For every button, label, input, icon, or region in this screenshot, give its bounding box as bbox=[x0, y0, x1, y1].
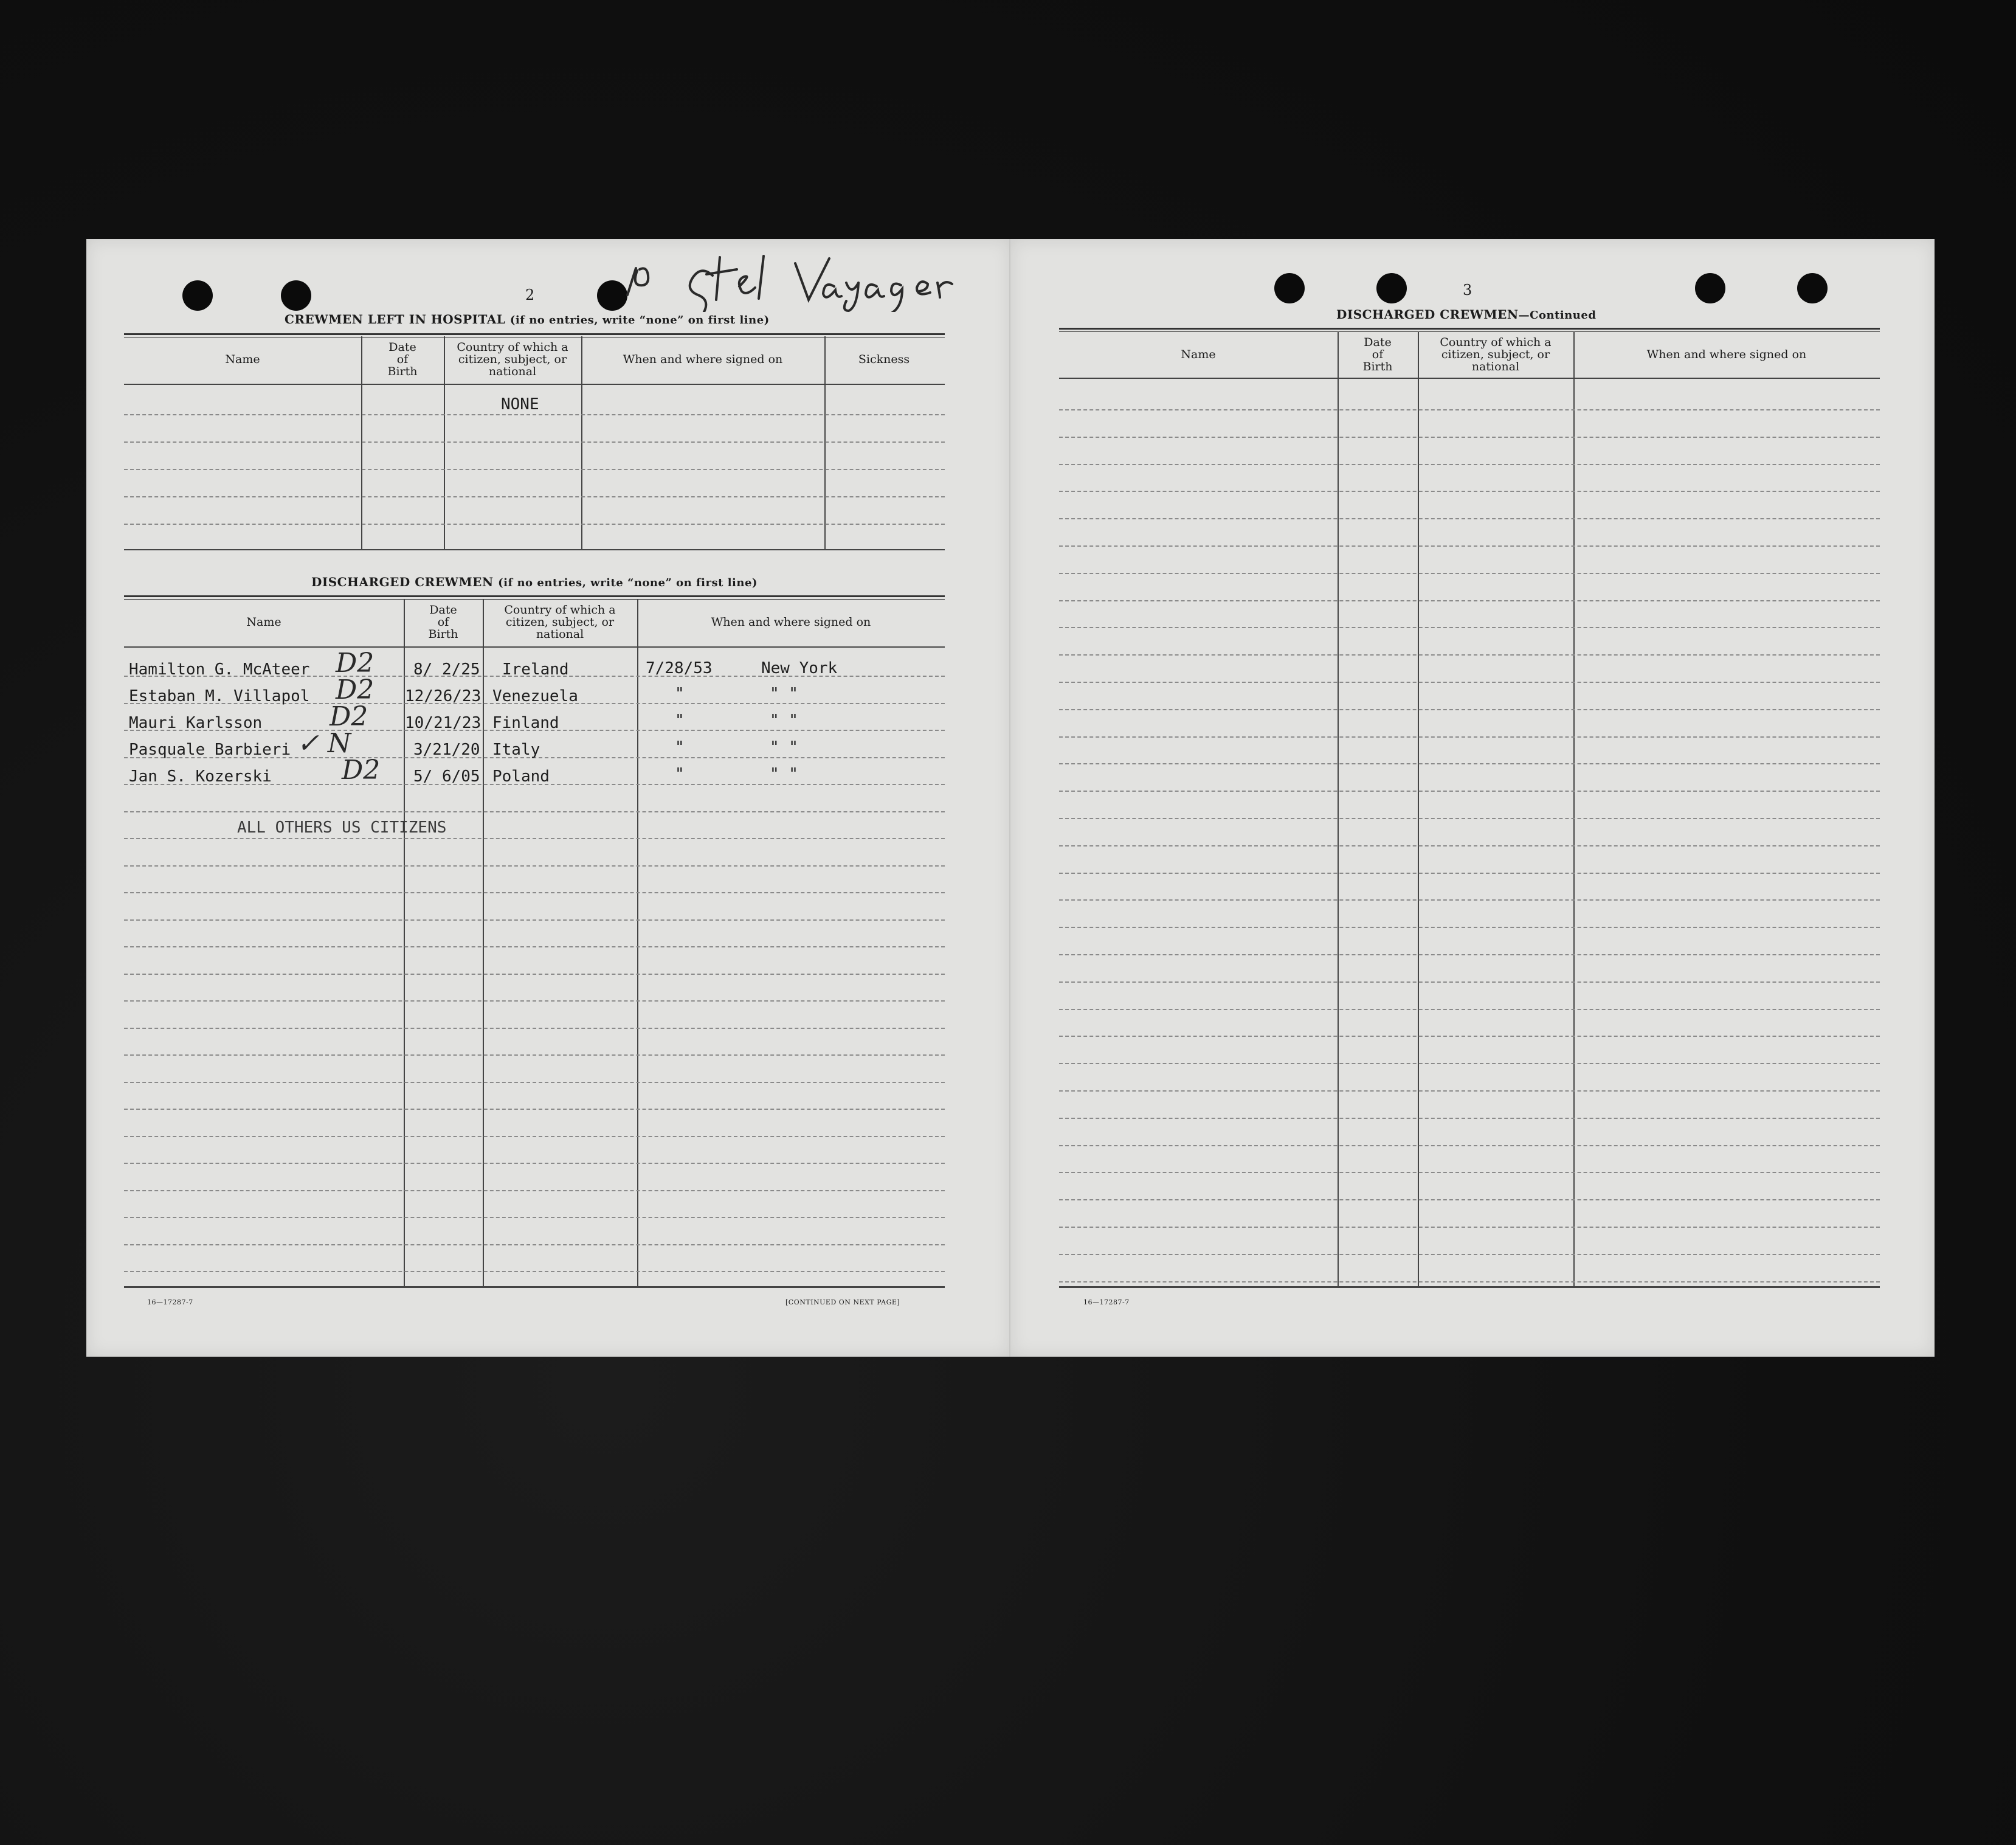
citizens-note: ALL OTHERS US CITIZENS bbox=[237, 819, 447, 837]
col-divider bbox=[581, 336, 582, 549]
crew-country: Ireland bbox=[502, 660, 569, 679]
row-line bbox=[1059, 437, 1880, 438]
crew-country: Italy bbox=[492, 741, 540, 759]
handwritten-mark: ✓ N bbox=[297, 728, 351, 759]
form-page-3 bbox=[1010, 239, 1935, 1357]
col-divider bbox=[824, 336, 826, 549]
row-line bbox=[1059, 981, 1880, 983]
crew-name: Hamilton G. McAteer bbox=[129, 660, 310, 679]
row-line bbox=[124, 1000, 945, 1002]
col-header-signed-on: When and where signed on bbox=[711, 615, 871, 629]
form-page-2 bbox=[86, 239, 1010, 1357]
col-header-name: Name bbox=[225, 353, 260, 366]
signed-on-place: " " bbox=[770, 738, 798, 756]
crew-dob: 3/21/20 bbox=[413, 741, 480, 759]
header-rule bbox=[1059, 378, 1880, 379]
row-line bbox=[124, 946, 945, 947]
crew-dob: 12/26/23 bbox=[405, 687, 482, 705]
row-line bbox=[124, 1109, 945, 1110]
row-line bbox=[1059, 736, 1880, 738]
col-divider bbox=[483, 599, 484, 1286]
col-divider bbox=[1418, 331, 1419, 1286]
crew-name: Pasquale Barbieri bbox=[129, 741, 291, 759]
signed-on-date: " bbox=[675, 685, 685, 703]
row-line bbox=[1059, 627, 1880, 628]
row-line bbox=[1059, 1036, 1880, 1037]
row-line bbox=[1059, 927, 1880, 928]
row-line bbox=[1059, 873, 1880, 874]
row-line bbox=[1059, 1118, 1880, 1119]
row-line bbox=[1059, 763, 1880, 764]
row-line bbox=[124, 1028, 945, 1029]
handwritten-mark: D2 bbox=[330, 701, 368, 732]
handwritten-mark: D2 bbox=[342, 755, 381, 786]
col-header-name: Name bbox=[1181, 348, 1216, 361]
row-line bbox=[124, 469, 945, 470]
crew-country: Poland bbox=[492, 767, 550, 786]
table-bottom-rule bbox=[124, 549, 945, 550]
row-line bbox=[124, 1190, 945, 1191]
row-line bbox=[1059, 818, 1880, 819]
row-line bbox=[124, 414, 945, 415]
table-bottom-rule bbox=[1059, 1286, 1880, 1288]
row-line bbox=[124, 811, 945, 812]
row-line bbox=[124, 1082, 945, 1083]
continued-note: [CONTINUED ON NEXT PAGE] bbox=[785, 1298, 900, 1306]
col-header-signed-on: When and where signed on bbox=[1646, 348, 1807, 361]
discharged-section-title: DISCHARGED CREWMEN (if no entries, write “none” on first line) bbox=[311, 575, 758, 589]
signed-on-date: 7/28/53 bbox=[646, 659, 713, 677]
signed-on-place: " " bbox=[770, 685, 798, 703]
table-top-rule bbox=[124, 595, 945, 597]
signed-on-date: " bbox=[675, 711, 685, 730]
header-rule bbox=[124, 384, 945, 385]
col-divider bbox=[1573, 331, 1575, 1286]
hospital-section-title: CREWMEN LEFT IN HOSPITAL (if no entries, write “none” on first line) bbox=[285, 312, 770, 327]
row-line bbox=[1059, 709, 1880, 710]
row-line bbox=[1059, 682, 1880, 683]
crew-name: Jan S. Kozerski bbox=[129, 767, 272, 786]
row-line bbox=[1059, 791, 1880, 792]
row-line bbox=[1059, 1254, 1880, 1255]
crew-country: Venezuela bbox=[492, 687, 578, 705]
row-line bbox=[1059, 1227, 1880, 1228]
row-line bbox=[1059, 1090, 1880, 1092]
crew-dob: 10/21/23 bbox=[405, 714, 482, 732]
handwritten-vessel-name bbox=[615, 251, 1004, 312]
signed-on-place: New York bbox=[761, 659, 838, 677]
row-line bbox=[124, 1136, 945, 1137]
table-top-rule bbox=[124, 333, 945, 335]
col-header-country: Country of which a citizen, subject, or national bbox=[504, 603, 616, 641]
row-line bbox=[124, 1271, 945, 1272]
handwritten-mark: D2 bbox=[336, 648, 375, 679]
row-line bbox=[124, 865, 945, 867]
row-line bbox=[1059, 545, 1880, 547]
discharged-continued-title: DISCHARGED CREWMEN—Continued bbox=[1336, 307, 1597, 322]
col-divider bbox=[444, 336, 445, 549]
row-line bbox=[124, 1054, 945, 1056]
row-line bbox=[1059, 491, 1880, 492]
signed-on-place: " " bbox=[770, 765, 798, 783]
col-divider bbox=[637, 599, 638, 1286]
punch-hole bbox=[1695, 273, 1725, 303]
row-line bbox=[1059, 1172, 1880, 1173]
row-line bbox=[1059, 518, 1880, 519]
crew-country: Finland bbox=[492, 714, 559, 732]
punch-hole bbox=[1797, 273, 1828, 303]
table-top-rule bbox=[1059, 328, 1880, 330]
row-line bbox=[1059, 464, 1880, 465]
row-line bbox=[124, 1244, 945, 1245]
crew-name: Mauri Karlsson bbox=[129, 714, 263, 732]
row-line bbox=[1059, 899, 1880, 901]
handwritten-mark: D2 bbox=[336, 674, 375, 705]
row-line bbox=[1059, 1281, 1880, 1282]
punch-hole bbox=[1274, 273, 1305, 303]
row-line bbox=[124, 441, 945, 443]
row-line bbox=[1059, 600, 1880, 601]
form-number: 16—17287-7 bbox=[1083, 1298, 1130, 1306]
row-line bbox=[124, 974, 945, 975]
hospital-entry: NONE bbox=[501, 395, 539, 414]
crew-dob: 8/ 2/25 bbox=[413, 660, 480, 679]
col-header-sickness: Sickness bbox=[858, 353, 910, 366]
row-line bbox=[124, 1163, 945, 1164]
signed-on-date: " bbox=[675, 765, 685, 783]
crew-name: Estaban M. Villapol bbox=[129, 687, 310, 705]
col-header-dob: Date of Birth bbox=[428, 603, 458, 641]
page-number: 2 bbox=[525, 286, 535, 303]
row-line bbox=[1059, 1063, 1880, 1064]
signed-on-date: " bbox=[675, 738, 685, 756]
row-line bbox=[1059, 1199, 1880, 1200]
form-number: 16—17287-7 bbox=[147, 1298, 193, 1306]
row-line bbox=[1059, 573, 1880, 574]
col-header-dob: Date of Birth bbox=[387, 341, 418, 378]
row-line bbox=[124, 919, 945, 921]
row-line bbox=[1059, 954, 1880, 955]
row-line bbox=[1059, 1145, 1880, 1146]
col-header-dob: Date of Birth bbox=[1362, 336, 1393, 373]
table-bottom-rule bbox=[124, 1286, 945, 1288]
header-rule bbox=[124, 646, 945, 648]
punch-hole bbox=[182, 280, 213, 311]
row-line bbox=[124, 892, 945, 893]
punch-hole bbox=[281, 280, 311, 311]
row-line bbox=[124, 524, 945, 525]
row-line bbox=[1059, 654, 1880, 656]
crew-dob: 5/ 6/05 bbox=[413, 767, 480, 786]
col-header-signed-on: When and where signed on bbox=[623, 353, 783, 366]
row-line bbox=[124, 838, 945, 839]
punch-hole bbox=[1376, 273, 1407, 303]
col-divider bbox=[1338, 331, 1339, 1286]
row-line bbox=[124, 496, 945, 497]
page-number: 3 bbox=[1463, 282, 1472, 299]
col-header-country: Country of which a citizen, subject, or national bbox=[1440, 336, 1552, 373]
signed-on-place: " " bbox=[770, 711, 798, 730]
col-header-name: Name bbox=[246, 615, 281, 629]
row-line bbox=[1059, 845, 1880, 846]
row-line bbox=[1059, 409, 1880, 410]
col-header-country: Country of which a citizen, subject, or national bbox=[457, 341, 568, 378]
row-line bbox=[1059, 1009, 1880, 1010]
col-divider bbox=[361, 336, 362, 549]
row-line bbox=[124, 1217, 945, 1218]
